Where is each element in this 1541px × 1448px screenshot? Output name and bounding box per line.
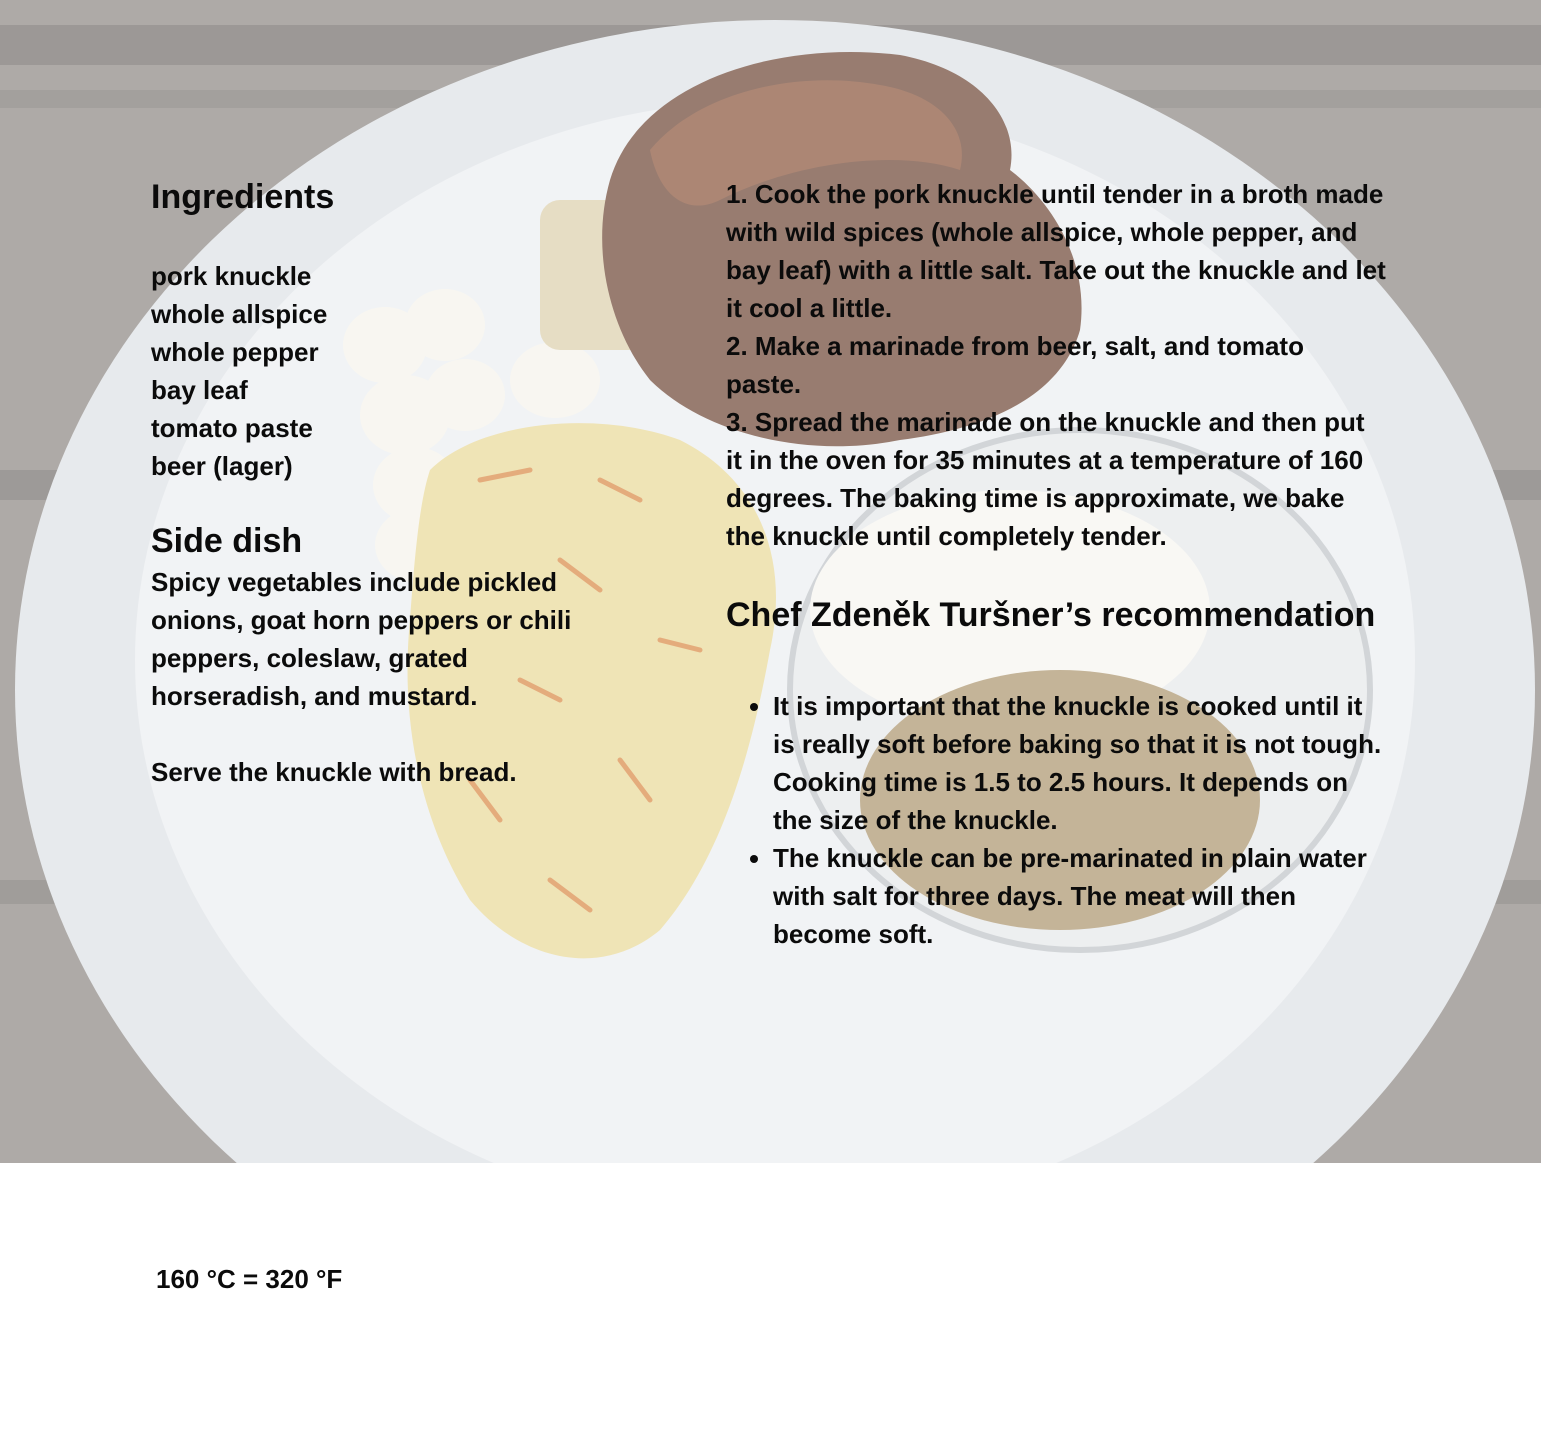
step-3: 3. Spread the marinade on the knuckle and then put it in the oven for 35 minutes at a temperature of 160 degrees. The baking time is approximate, we bake the knuckle until completely tender. [726, 407, 1365, 551]
serve-note: Serve the knuckle with bread. [151, 757, 517, 787]
ingredient-item: beer (lager) [151, 451, 293, 481]
right-column [726, 175, 1386, 953]
ingredient-item: tomato paste [151, 413, 313, 443]
step-1: 1. Cook the pork knuckle until tender in a broth made with wild spices (whole allspice, whole pepper, and bay leaf) with a little salt. Take out the knuckle and let it cool a little. [726, 179, 1386, 323]
ingredient-item: bay leaf [151, 375, 248, 405]
preparation-steps [726, 175, 1386, 555]
ingredient-item: whole pepper [151, 337, 319, 367]
side-dish-description: Spicy vegetables include pickled onions, goat horn peppers or chili peppers, coleslaw, grated horseradish, and mustard. [151, 567, 572, 711]
step-2: 2. Make a marinade from beer, salt, and tomato paste. [726, 331, 1304, 399]
left-column [151, 175, 621, 791]
tip-item: • It is important that the knuckle is cooked until it is really soft before baking so that it is not tough. Cooking time is 1.5 to 2.5 hours. It depends on the size of the knuckle. [773, 687, 1386, 839]
recommendation-heading: Chef Zdeněk Turšner’s recommendation [726, 596, 1376, 634]
recommendation-tips [726, 687, 1386, 953]
side-dish-heading: Side dish [151, 522, 303, 560]
ingredient-item: whole allspice [151, 299, 328, 329]
tip-item: • The knuckle can be pre-marinated in plain water with salt for three days. The meat will then become soft. [773, 839, 1386, 953]
ingredients-heading: Ingredients [151, 178, 335, 216]
ingredient-item: pork knuckle [151, 261, 312, 291]
temperature-conversion: 160 °C = 320 °F [156, 1264, 343, 1294]
ingredients-list [151, 257, 621, 485]
